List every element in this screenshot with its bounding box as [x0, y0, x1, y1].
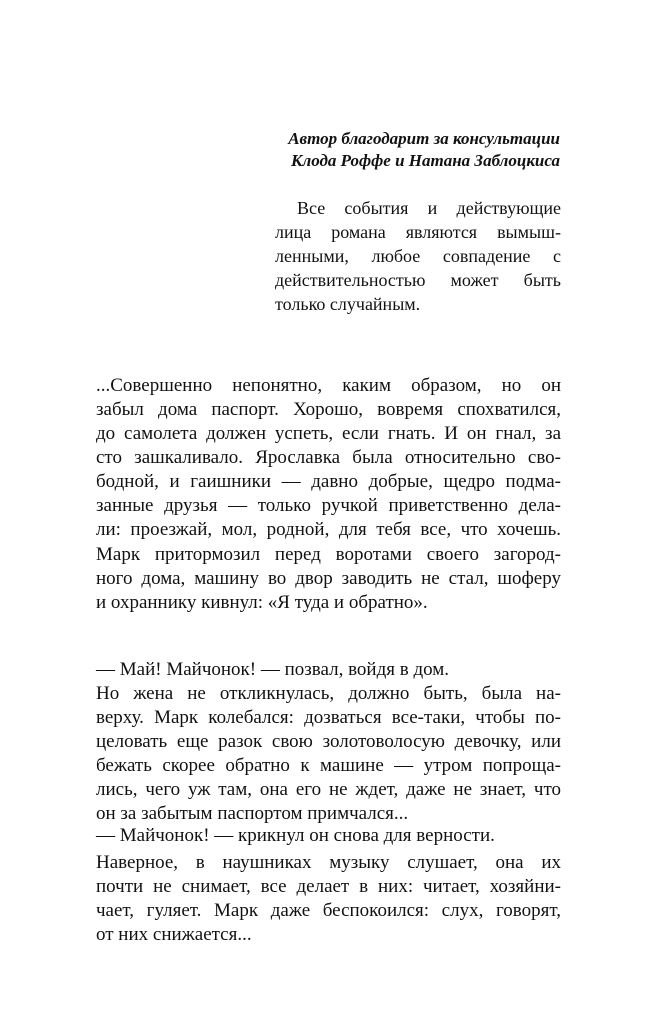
paragraph-4 [96, 682, 561, 826]
acknowledgement [210, 128, 560, 172]
paragraph-2 [96, 543, 561, 615]
acknowledgement-line: Автор благодарит за консультации [288, 129, 560, 148]
text-line: лись, чего уж там, она его не ждет, даже не знает, что [96, 779, 561, 800]
acknowledgement-line: Клода Роффе и Натана Заблоцкиса [290, 151, 560, 170]
text-line: ли: проезжай, мол, родной, для тебя все, что хочешь. [96, 519, 561, 540]
paragraph-1 [96, 374, 561, 542]
text-line: от них снижается... [96, 924, 252, 945]
paragraph-6 [96, 851, 561, 947]
text-line: чает, гуляет. Марк даже беспокоился: слух, говорят, [96, 900, 561, 921]
disclaimer-line: ленными, любое совпадение с [275, 246, 561, 266]
text-line: он за забытым паспортом примчался... [96, 803, 409, 824]
text-line: Но жена не откликнулась, должно быть, была на- [96, 683, 561, 704]
text-line: целовать еще разок свою золотоволосую девочку, или [96, 731, 561, 752]
text-line: до самолета должен успеть, если гнать. И он гнал, за [96, 423, 561, 444]
text-line: ного дома, машину во двор заводить не стал, шоферу [96, 568, 561, 589]
disclaimer-line: лица романа являются вымыш- [275, 222, 561, 242]
paragraph-5 [96, 824, 561, 848]
disclaimer-line: действительностью может быть [275, 270, 561, 290]
text-line: — Майчонок! — крикнул он снова для верности. [96, 825, 495, 846]
text-line: Марк притормозил перед воротами своего загород- [96, 544, 561, 565]
text-line: Наверное, в наушниках музыку слушает, она их [96, 852, 561, 873]
text-line: почти не снимает, все делает в них: читает, хозяйни- [96, 876, 561, 897]
disclaimer-line: только случайным. [275, 294, 421, 314]
paragraph-3 [96, 658, 561, 682]
text-line: и охраннику кивнул: «Я туда и обратно». [96, 592, 428, 613]
text-line: занные друзья — только ручкой приветственно дела- [96, 495, 561, 516]
disclaimer [275, 196, 561, 316]
text-line: бодной, и гаишники — давно добрые, щедро подма- [96, 471, 561, 492]
disclaimer-line: Все события и действующие [297, 198, 561, 218]
text-line: сто зашкаливало. Ярославка была относительно сво- [96, 447, 561, 468]
text-line: ...Совершенно непонятно, каким образом, но он [96, 375, 561, 396]
text-line: — Май! Майчонок! — позвал, войдя в дом. [96, 659, 450, 680]
text-line: бежать скорее обратно к машине — утром попроща- [96, 755, 561, 776]
text-line: забыл дома паспорт. Хорошо, вовремя спохватился, [96, 399, 561, 420]
text-line: верху. Марк колебался: дозваться все-таки, чтобы по- [96, 707, 561, 728]
